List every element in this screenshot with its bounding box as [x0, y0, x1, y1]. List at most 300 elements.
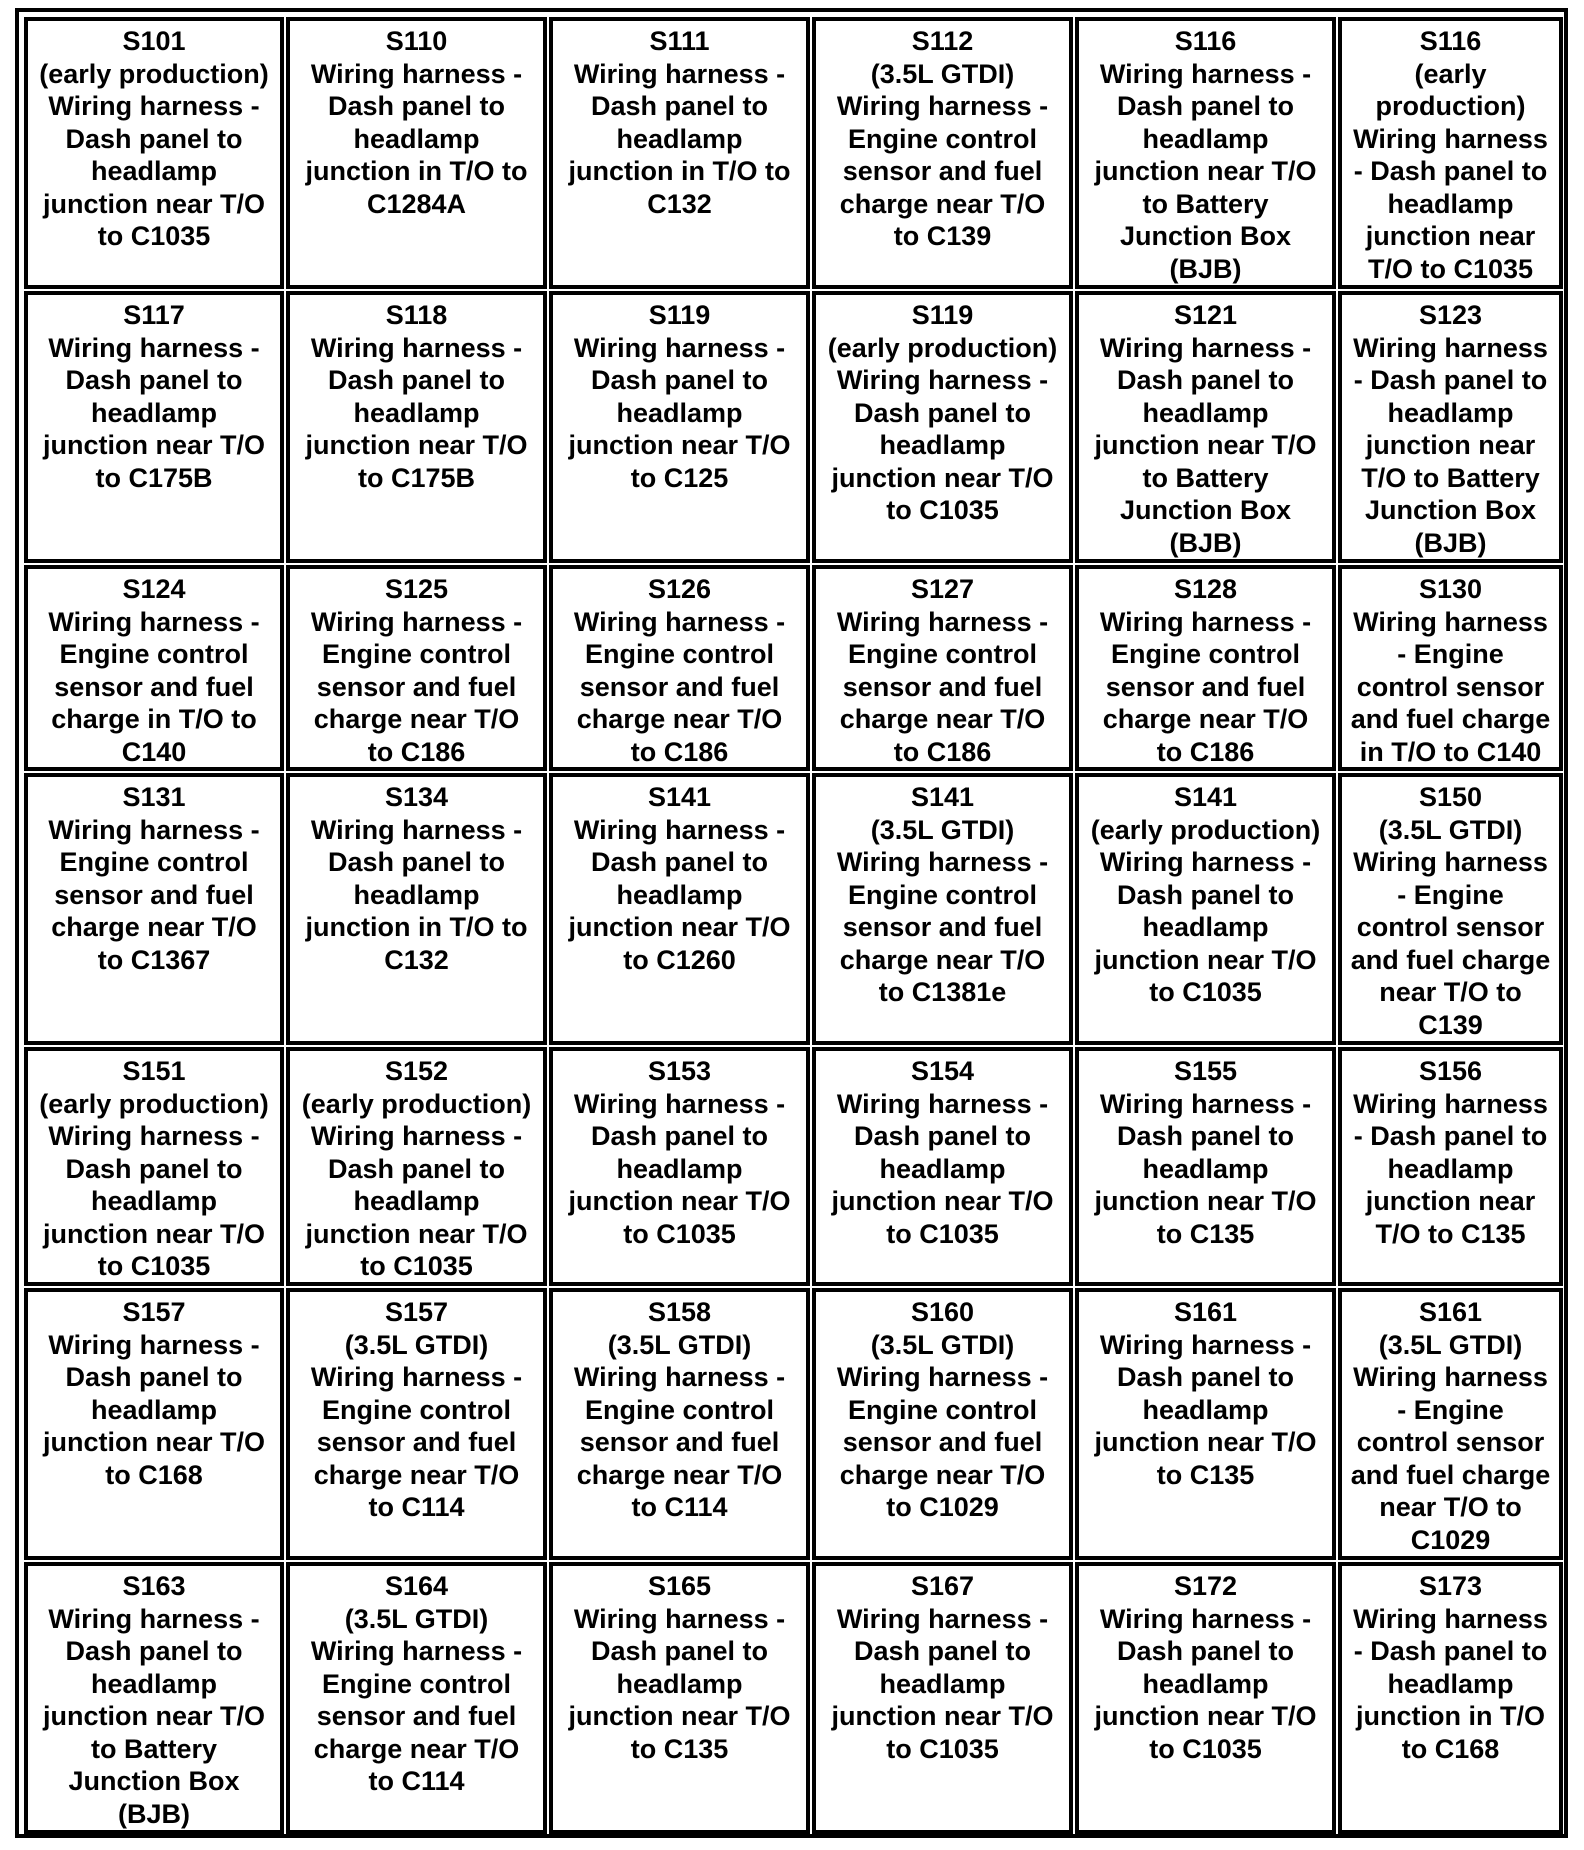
cell-text-line: headlamp [1142, 397, 1269, 428]
cell-text-line: Engine control [1111, 639, 1300, 669]
cell-text-line: to C1381e [878, 977, 1007, 1007]
splice-id: S153 [647, 1056, 712, 1086]
cell-text-line: to C1035 [886, 1218, 999, 1249]
table-cell [812, 773, 1073, 1045]
cell-text-line: to C1035 [886, 1733, 999, 1764]
splice-id: S172 [1173, 1571, 1238, 1601]
cell-text-line: headlamp [90, 156, 218, 186]
table-cell [24, 1288, 284, 1560]
cell-text-line: junction near T/O [568, 1186, 791, 1216]
splice-id: S119 [648, 300, 711, 330]
splice-id: S157 [384, 1297, 449, 1327]
cell-text-line: sensor and fuel [316, 671, 517, 702]
cell-text-line: Dash panel to [590, 1636, 769, 1666]
cell-text-line: (3.5L GTDI) [344, 1603, 489, 1634]
cell-text-line: Dash panel to [590, 847, 769, 877]
cell-text-line: (early [1414, 58, 1487, 89]
splice-id: S157 [122, 1297, 186, 1327]
cell-text-line: C140 [121, 736, 187, 767]
splice-id: S128 [1173, 574, 1238, 604]
cell-text-line: Dash panel to [1116, 1362, 1295, 1392]
splice-id: S126 [647, 574, 712, 604]
cell-text-line: headlamp [616, 879, 743, 910]
table-cell [286, 565, 547, 771]
splice-id: S110 [385, 26, 448, 56]
cell-text-line: Dash panel to [590, 1121, 769, 1151]
cell-text-line: headlamp [616, 397, 743, 428]
cell-text-line: headlamp [879, 430, 1006, 460]
cell-text-line: Wiring harness - [573, 1362, 786, 1392]
splice-id: S116 [1419, 26, 1482, 56]
cell-text-line: to C168 [105, 1459, 203, 1490]
cell-text-line: to C1260 [623, 944, 736, 975]
table-cell [24, 1047, 284, 1286]
cell-text-line: headlamp [1142, 1153, 1269, 1184]
cell-text-line: Dash panel to [327, 365, 506, 395]
cell-text-line: headlamp [353, 397, 480, 428]
cell-text-line: to Battery [1142, 188, 1269, 219]
cell-text-line: to C1035 [623, 1218, 736, 1249]
table-cell [812, 1288, 1073, 1560]
cell-text-line: (early production) [827, 332, 1058, 363]
cell-text-line: Engine control [585, 1394, 774, 1425]
cell-text-line: to C1029 [886, 1492, 999, 1522]
cell-text-line: Wiring harness - [836, 847, 1049, 877]
cell-text-line: sensor and fuel [54, 879, 254, 910]
table-cell [549, 291, 810, 563]
table-cell [549, 17, 810, 289]
cell-text-line: Dash panel to [1116, 879, 1295, 910]
cell-text-line: (BJB) [1169, 527, 1242, 558]
splice-id: S151 [122, 1056, 186, 1086]
cell-text-line: junction near [1365, 1186, 1536, 1216]
cell-text-line: headlamp [90, 1394, 218, 1425]
cell-text-line: sensor and fuel [1105, 671, 1306, 702]
table-cell [1338, 565, 1563, 771]
cell-text-line: charge near T/O [313, 704, 520, 734]
cell-text-line: Wiring harness - [1099, 1088, 1312, 1119]
cell-text-line: headlamp [353, 123, 480, 154]
cell-text-line: Wiring harness - [836, 365, 1049, 395]
table-cell [24, 773, 284, 1045]
cell-text-line: - Engine [1397, 639, 1504, 669]
cell-text-line: headlamp [616, 123, 743, 154]
cell-text-line: junction near [1365, 221, 1536, 251]
cell-text-line: headlamp [90, 1186, 218, 1216]
splice-id: S112 [911, 26, 974, 56]
cell-text-line: Engine control [848, 639, 1037, 669]
table-cell [286, 1562, 547, 1834]
cell-text-line: Dash panel to [590, 91, 769, 121]
cell-text-line: C132 [647, 188, 712, 219]
cell-text-line: junction near T/O [42, 1701, 265, 1731]
splice-id: S158 [647, 1297, 712, 1327]
cell-text-line: charge near T/O [313, 1733, 520, 1764]
cell-text-line: (3.5L GTDI) [344, 1329, 489, 1360]
table-cell [549, 773, 810, 1045]
cell-text-line: (BJB) [1169, 253, 1242, 284]
cell-text-line: Dash panel to [65, 365, 243, 395]
cell-text-line: Wiring harness - [48, 91, 260, 121]
cell-text-line: Engine control [322, 1668, 511, 1699]
cell-text-line: Wiring harness [1353, 1603, 1548, 1634]
cell-text-line: Wiring harness [1353, 606, 1548, 637]
table-cell [1075, 1288, 1336, 1560]
cell-text-line: Engine control [848, 123, 1037, 154]
cell-text-line: Wiring harness - [310, 58, 523, 89]
splice-id: S111 [649, 26, 710, 56]
cell-text-line: Dash panel to [65, 1362, 243, 1392]
splice-id: S154 [910, 1056, 975, 1086]
cell-text-line: to C139 [893, 221, 992, 251]
cell-text-line: T/O to C135 [1375, 1218, 1526, 1249]
cell-text-line: junction near [1365, 430, 1536, 460]
cell-text-line: Dash panel to [1116, 1121, 1295, 1151]
cell-text-line: junction near T/O [568, 912, 791, 942]
cell-text-line: Junction Box [1119, 495, 1291, 525]
cell-text-line: sensor and fuel [842, 671, 1043, 702]
splice-id: S161 [1418, 1297, 1483, 1327]
splice-id: S155 [1173, 1056, 1238, 1086]
cell-text-line: C139 [1418, 1009, 1483, 1040]
cell-text-line: headlamp [90, 1668, 218, 1699]
cell-text-line: headlamp [1142, 1668, 1269, 1699]
cell-text-line: T/O to C1035 [1367, 253, 1534, 284]
cell-text-line: Junction Box [68, 1766, 240, 1796]
cell-text-line: Dash panel to [853, 397, 1032, 428]
cell-text-line: to C1367 [97, 944, 211, 975]
cell-text-line: (3.5L GTDI) [870, 814, 1015, 845]
cell-text-line: Engine control [322, 639, 511, 669]
cell-text-line: Wiring harness - [310, 1362, 523, 1392]
cell-text-line: junction near T/O [831, 462, 1054, 493]
cell-text-line: Wiring harness - [1099, 58, 1312, 89]
cell-text-line: (early production) [301, 1088, 532, 1119]
cell-text-line: - Dash panel to [1353, 365, 1548, 395]
cell-text-line: to C114 [368, 1766, 465, 1796]
cell-text-line: Wiring harness - [310, 332, 523, 363]
cell-text-line: Wiring harness - [1099, 332, 1312, 363]
cell-text-line: to C1035 [97, 221, 211, 251]
cell-text-line: to C175B [357, 462, 476, 493]
cell-text-line: junction near T/O [568, 1701, 791, 1731]
cell-text-line: sensor and fuel [842, 912, 1043, 942]
cell-text-line: headlamp [879, 1668, 1006, 1699]
cell-text-line: headlamp [616, 1668, 743, 1699]
splice-id: S134 [384, 782, 449, 812]
cell-text-line: to C1035 [886, 495, 999, 525]
cell-text-line: (3.5L GTDI) [1378, 814, 1523, 845]
table-cell [549, 1047, 810, 1286]
table-cell [549, 1288, 810, 1560]
table-cell [1338, 17, 1563, 289]
cell-text-line: Dash panel to [65, 1153, 243, 1184]
cell-text-line: Wiring harness - [836, 1088, 1049, 1119]
cell-text-line: near T/O to [1379, 1492, 1522, 1522]
cell-text-line: to C114 [631, 1492, 728, 1522]
cell-text-line: headlamp [1387, 397, 1514, 428]
cell-text-line: charge in T/O to [51, 704, 257, 734]
cell-text-line: sensor and fuel [579, 1427, 780, 1457]
cell-text-line: junction near T/O [1094, 1427, 1317, 1457]
splice-id: S167 [910, 1571, 975, 1601]
cell-text-line: and fuel charge [1350, 1459, 1551, 1490]
cell-text-line: headlamp [1142, 912, 1269, 942]
cell-text-line: control sensor [1356, 671, 1545, 702]
splice-id: S173 [1418, 1571, 1483, 1601]
splice-id: S127 [910, 574, 975, 604]
cell-text-line: junction near T/O [42, 1427, 265, 1457]
table-cell [286, 1047, 547, 1286]
table-cell [549, 1562, 810, 1834]
cell-text-line: Wiring harness - [1099, 606, 1312, 637]
cell-text-line: Wiring harness [1353, 1362, 1548, 1392]
table-cell [286, 1288, 547, 1560]
cell-text-line: headlamp [879, 1153, 1006, 1184]
cell-text-line: (BJB) [1414, 527, 1487, 558]
table-cell [1075, 1047, 1336, 1286]
cell-text-line: (3.5L GTDI) [1378, 1329, 1523, 1360]
cell-text-line: control sensor [1356, 912, 1545, 942]
splice-id: S119 [911, 300, 974, 330]
splice-id: S130 [1418, 574, 1483, 604]
splice-id: S125 [384, 574, 449, 604]
cell-text-line: to C186 [630, 736, 729, 767]
cell-text-line: to C175B [95, 462, 213, 493]
cell-text-line: Wiring harness - [48, 1121, 260, 1151]
cell-text-line: to C1035 [1149, 977, 1262, 1007]
cell-text-line: Dash panel to [65, 1636, 243, 1666]
cell-text-line: junction near T/O [1094, 944, 1317, 975]
cell-text-line: Wiring harness - [48, 1329, 260, 1360]
table-cell [812, 17, 1073, 289]
cell-text-line: Engine control [848, 879, 1037, 910]
cell-text-line: headlamp [616, 1153, 743, 1184]
cell-text-line: junction in T/O to [305, 912, 528, 942]
cell-text-line: charge near T/O [51, 912, 257, 942]
cell-text-line: Wiring harness [1353, 123, 1548, 154]
cell-text-line: (early production) [1090, 814, 1321, 845]
cell-text-line: Wiring harness - [573, 814, 786, 845]
table-cell [24, 1562, 284, 1834]
cell-text-line: (BJB) [118, 1798, 190, 1829]
cell-text-line: to C135 [1156, 1218, 1255, 1249]
cell-text-line: Wiring harness - [310, 1121, 523, 1151]
cell-text-line: junction near T/O [42, 188, 265, 219]
splice-table [15, 8, 1568, 1838]
splice-id: S141 [910, 782, 975, 812]
table-cell [1075, 1562, 1336, 1834]
cell-text-line: Wiring harness [1353, 847, 1548, 877]
table-cell [286, 17, 547, 289]
cell-text-line: Wiring harness - [48, 332, 260, 363]
cell-text-line: Engine control [59, 639, 249, 669]
cell-text-line: - Engine [1397, 1394, 1504, 1425]
cell-text-line: sensor and fuel [316, 1427, 517, 1457]
cell-text-line: Wiring harness - [310, 1636, 523, 1666]
table-cell [1075, 565, 1336, 771]
cell-text-line: junction near T/O [831, 1701, 1054, 1731]
cell-text-line: junction near T/O [1094, 1186, 1317, 1216]
cell-text-line: Wiring harness - [836, 606, 1049, 637]
cell-text-line: junction near T/O [831, 1186, 1054, 1216]
cell-text-line: junction near T/O [568, 430, 791, 460]
cell-text-line: Engine control [585, 639, 774, 669]
cell-text-line: Wiring harness - [573, 1088, 786, 1119]
cell-text-line: (3.5L GTDI) [870, 58, 1015, 89]
cell-text-line: Wiring harness - [573, 1603, 786, 1634]
cell-text-line: charge near T/O [1102, 704, 1309, 734]
cell-text-line: junction near T/O [305, 1218, 528, 1249]
splice-id: S156 [1418, 1056, 1483, 1086]
cell-text-line: charge near T/O [839, 1459, 1046, 1490]
cell-text-line: Wiring harness [1353, 332, 1548, 363]
table-cell [549, 565, 810, 771]
cell-text-line: and fuel charge [1350, 944, 1551, 975]
cell-text-line: sensor and fuel [579, 671, 780, 702]
cell-text-line: charge near T/O [576, 1459, 783, 1490]
table-cell [812, 565, 1073, 771]
splice-id: S141 [647, 782, 712, 812]
cell-text-line: Engine control [322, 1394, 511, 1425]
cell-text-line: to C125 [630, 462, 729, 493]
cell-text-line: Dash panel to [853, 1636, 1032, 1666]
splice-id: S161 [1173, 1297, 1238, 1327]
splice-id: S118 [385, 300, 448, 330]
splice-id: S163 [122, 1571, 186, 1601]
cell-text-line: to C135 [1156, 1459, 1255, 1490]
table-cell [1338, 1047, 1563, 1286]
cell-text-line: Wiring harness - [573, 332, 786, 363]
cell-text-line: - Engine [1397, 879, 1504, 910]
cell-text-line: Wiring harness - [573, 606, 786, 637]
splice-id: S116 [1174, 26, 1237, 56]
table-cell [1338, 291, 1563, 563]
cell-text-line: Engine control [59, 847, 249, 877]
table-cell [24, 565, 284, 771]
cell-text-line: (3.5L GTDI) [607, 1329, 752, 1360]
cell-text-line: junction in T/O to [305, 156, 528, 186]
cell-text-line: control sensor [1356, 1427, 1545, 1457]
cell-text-line: Dash panel to [327, 847, 506, 877]
cell-text-line: junction near T/O [1094, 156, 1317, 186]
cell-text-line: junction near T/O [42, 430, 265, 460]
cell-text-line: headlamp [1387, 188, 1514, 219]
cell-text-line: Wiring harness - [836, 1362, 1049, 1392]
table-cell [286, 773, 547, 1045]
cell-text-line: - Dash panel to [1353, 1636, 1548, 1666]
cell-text-line: to Battery [90, 1733, 218, 1764]
cell-text-line: C1284A [366, 188, 467, 219]
cell-text-line: to C186 [893, 736, 992, 767]
cell-text-line: Engine control [848, 1394, 1037, 1425]
cell-text-line: - Dash panel to [1353, 156, 1548, 186]
splice-id: S121 [1173, 300, 1238, 330]
cell-text-line: charge near T/O [313, 1459, 520, 1490]
cell-text-line: and fuel charge [1350, 704, 1551, 734]
cell-text-line: Wiring harness [1353, 1088, 1548, 1119]
splice-id: S165 [647, 1571, 712, 1601]
table-cell [812, 1047, 1073, 1286]
cell-text-line: junction in T/O to [568, 156, 791, 186]
table-cell [1338, 773, 1563, 1045]
cell-text-line: Wiring harness - [1099, 1329, 1312, 1360]
table-cell [1075, 291, 1336, 563]
cell-text-line: Wiring harness - [836, 91, 1049, 121]
cell-text-line: headlamp [90, 397, 218, 428]
cell-text-line: Wiring harness - [48, 606, 260, 637]
cell-text-line: Wiring harness - [573, 58, 786, 89]
cell-text-line: charge near T/O [839, 188, 1046, 219]
cell-text-line: sensor and fuel [54, 671, 254, 702]
cell-text-line: to C186 [367, 736, 466, 767]
splice-id: S131 [122, 782, 186, 812]
cell-text-line: Dash panel to [1116, 1636, 1295, 1666]
splice-id: S152 [384, 1056, 449, 1086]
cell-text-line: to C168 [1401, 1733, 1500, 1764]
cell-text-line: Wiring harness - [836, 1603, 1049, 1634]
cell-text-line: production) [1375, 91, 1526, 121]
table-cell [286, 291, 547, 563]
table-cell [1338, 1562, 1563, 1834]
cell-text-line: sensor and fuel [842, 1427, 1043, 1457]
cell-text-line: to C1035 [1149, 1733, 1262, 1764]
cell-text-line: junction near T/O [42, 1218, 265, 1249]
table-cell [812, 1562, 1073, 1834]
cell-text-line: headlamp [1142, 1394, 1269, 1425]
cell-text-line: to C1035 [360, 1251, 473, 1281]
splice-id: S101 [122, 26, 186, 56]
table-cell [1338, 1288, 1563, 1560]
cell-text-line: sensor and fuel [842, 156, 1043, 186]
cell-text-line: (early production) [39, 58, 269, 89]
cell-text-line: Dash panel to [853, 1121, 1032, 1151]
cell-text-line: - Dash panel to [1353, 1121, 1548, 1151]
cell-text-line: Wiring harness - [48, 1603, 260, 1634]
cell-text-line: Dash panel to [327, 1153, 506, 1184]
cell-text-line: to C135 [630, 1733, 729, 1764]
cell-text-line: (3.5L GTDI) [870, 1329, 1015, 1360]
splice-id: S164 [384, 1571, 449, 1601]
cell-text-line: Dash panel to [1116, 91, 1295, 121]
cell-text-line: junction near T/O [305, 430, 528, 460]
cell-text-line: Wiring harness - [1099, 1603, 1312, 1634]
cell-text-line: Junction Box [1364, 495, 1536, 525]
cell-text-line: charge near T/O [839, 944, 1046, 975]
cell-text-line: headlamp [353, 879, 480, 910]
cell-text-line: in T/O to C140 [1359, 736, 1542, 767]
cell-text-line: sensor and fuel [316, 1701, 517, 1731]
cell-text-line: T/O to Battery [1361, 462, 1540, 493]
splice-id: S150 [1418, 782, 1483, 812]
table-cell [24, 291, 284, 563]
splice-id: S117 [123, 300, 185, 330]
table-cell [1075, 17, 1336, 289]
splice-id: S160 [910, 1297, 975, 1327]
cell-text-line: Wiring harness - [310, 606, 523, 637]
cell-text-line: Wiring harness - [1099, 847, 1312, 877]
cell-text-line: junction near T/O [1094, 430, 1317, 460]
cell-text-line: Dash panel to [1116, 365, 1295, 395]
cell-text-line: headlamp [1142, 123, 1269, 154]
cell-text-line: C1029 [1410, 1524, 1491, 1555]
splice-id: S124 [122, 574, 186, 604]
table-cell [812, 291, 1073, 563]
cell-text-line: to C1035 [97, 1251, 211, 1281]
cell-text-line: (early production) [39, 1088, 269, 1119]
cell-text-line: C132 [384, 944, 449, 975]
cell-text-line: near T/O to [1379, 977, 1522, 1007]
